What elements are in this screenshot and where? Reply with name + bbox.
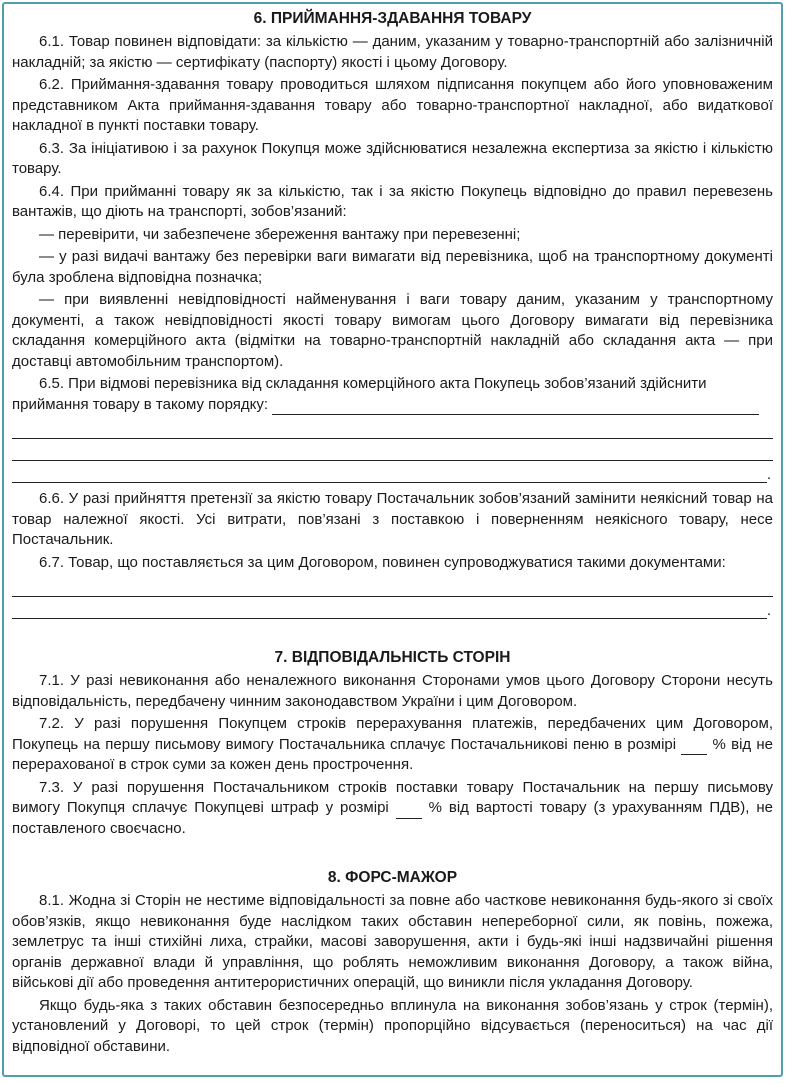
- clause-7-2: [12, 714, 773, 776]
- fill-line-6-5-b[interactable]: [12, 439, 773, 461]
- section-8-title: 8. ФОРС-МАЖОР: [327, 869, 458, 886]
- fill-line-6-5-a[interactable]: [12, 417, 773, 439]
- section-7-title: 7. ВІДПОВІДАЛЬНІСТЬ СТОРІН: [274, 649, 511, 666]
- section-6-title: 6. ПРИЙМАННЯ-ЗДАВАННЯ ТОВАРУ: [253, 10, 532, 27]
- clause-7-3-text-b: % від вартості товару (з урахуванням ПДВ), не поставленого своєчасно.: [12, 799, 774, 837]
- clause-7-2-text-b: % від не перерахованої в строк суми за кожен день прострочення.: [12, 735, 774, 773]
- clause-6-6: 6.6. У разі прийняття претензії за якістю товару Постачальник зобов’язаний замінити неякісний товар на товар належної якості. Усі витрати, пов’язані з поставкою і поверненням неякісного товару, несе Постачальник.: [12, 490, 773, 548]
- clause-6-5-text: 6.5. При відмові перевізника від складання комерційного акта Покупець зобов’язаний здійснити приймання товару в такому порядку:: [12, 375, 707, 413]
- clause-7-2-text-a: 7.2. У разі порушення Покупцем строків перерахування платежів, передбачених цим Договором, Покупець на першу письмову вимогу Постачальника сплачує Постачальникові пеню в розмірі: [12, 715, 773, 753]
- document-body: [12, 8, 773, 1059]
- clause-8-2: Якщо будь-яка з таких обставин безпосередньо вплинула на виконання зобов’язань у строк (термін), установлений у Договорі, то цей строк (термін) пропорційно відсувається (переноситься) на час дії відповідної обставини.: [12, 996, 773, 1055]
- fill-line-6-7-b[interactable]: [12, 597, 771, 619]
- clause-6-7: 6.7. Товар, що поставляється за цим Договором, повинен супроводжуватися такими документами:: [39, 553, 726, 571]
- clause-7-1: 7.1. У разі невиконання або неналежного виконання Сторонами умов цього Договору Сторони несуть відповідальність, передбачену чинним законодавством України і цим Договором.: [12, 672, 773, 710]
- fill-line-6-5-inline[interactable]: [272, 399, 759, 415]
- clause-6-3: 6.3. За ініціативою і за рахунок Покупця може здійснюватися незалежна експертиза за якістю і кількістю товару.: [12, 139, 773, 177]
- penalty-percent-blank[interactable]: [681, 740, 707, 755]
- clause-6-4-item-3: — при виявленні невідповідності найменування і ваги товару даним, указаним у транспортному документі, а також невідповідності якості товару вимогам цього Договору вимагати від перевізника складання комерційного акта (відмітки на товарно-транспортній накладній або складання акта — при доставці автомобільним транспортом).: [12, 291, 773, 370]
- clause-6-5: [12, 374, 773, 415]
- clause-7-3-text-a: 7.3. У разі порушення Постачальником строків поставки товару Постачальник на першу письмову вимогу Покупця сплачує Покупцеві штраф у розмірі: [12, 778, 773, 816]
- fine-percent-blank[interactable]: [396, 804, 422, 819]
- clause-6-1: 6.1. Товар повинен відповідати: за кількістю — даним, указаним у товарно-транспортній або залізничній накладній; за якістю — сертифікату (паспорту) якості і цьому Договору.: [12, 33, 773, 71]
- fill-line-6-7-a[interactable]: [12, 575, 773, 597]
- clause-7-3: [12, 778, 773, 840]
- clause-6-4: 6.4. При прийманні товару як за кількістю, так і за якістю Покупець відповідно до правил перевезень вантажів, що діють на транспорті, зобов’язаний:: [12, 182, 773, 220]
- line-end-dot: .: [766, 601, 771, 619]
- clause-6-4-item-2: — у разі видачі вантажу без перевірки ваги вимагати від перевізника, щоб на транспортному документі була зроблена відповідна позначка;: [12, 248, 773, 286]
- clause-6-4-item-1: — перевірити, чи забезпечене збереження вантажу при перевезенні;: [39, 225, 521, 243]
- line-end-dot: .: [766, 465, 771, 483]
- fill-line-6-5-c[interactable]: [12, 461, 771, 483]
- clause-8-1: 8.1. Жодна зі Сторін не нестиме відповідальності за повне або часткове невиконання будь-якого зі своїх обов’язків, якщо невиконання буде наслідком таких обставин непереборної сили, як повінь, пожежа, землетрус та інші стихійні лиха, страйки, масові заворушення, акти і будь-які інші надзвичайні рішення органів державної влади й управління, що роблять неможливим виконання Договору, а також війна, військові дії або проведення антитерористичних операцій, що виникли після укладання Договору.: [12, 892, 773, 991]
- clause-6-2: 6.2. Приймання-здавання товару проводиться шляхом підписання покупцем або його уповноваженим представником Акта приймання-здавання товару або товарно-транспортної накладної, або видаткової накладної в пункті поставки товару.: [12, 76, 773, 134]
